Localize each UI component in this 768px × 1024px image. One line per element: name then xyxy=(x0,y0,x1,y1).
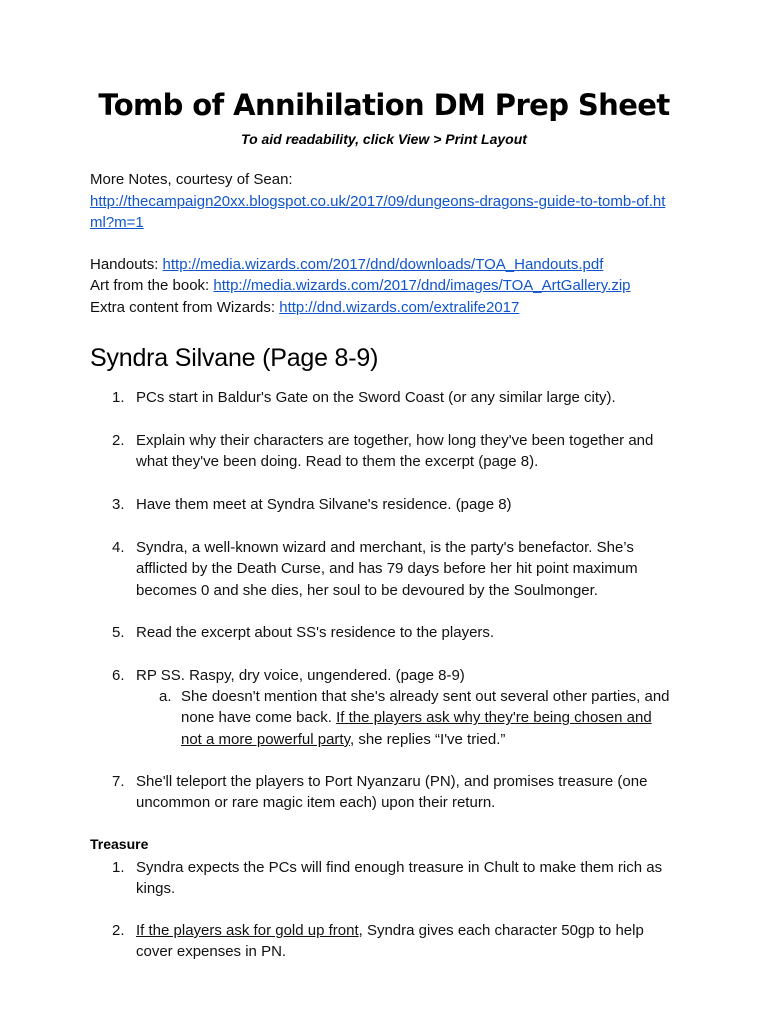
list-text: kings. xyxy=(136,880,176,898)
list-number: 3. xyxy=(112,496,125,513)
list-number: 1. xyxy=(112,859,125,876)
list-text: She'll teleport the players to Port Nyanzaru (PN), and promises treasure (one xyxy=(136,773,648,790)
list-number: 5. xyxy=(112,624,125,641)
sub-list-text: She doesn't mention that she's already sent out several other parties, and xyxy=(181,688,670,705)
underlined-text: If the players ask why they're being chosen and xyxy=(336,709,652,727)
list-text: RP SS. Raspy, dry voice, ungendered. (page 8-9) xyxy=(136,667,465,684)
notes-link-line2[interactable]: ml?m=1 xyxy=(90,214,144,231)
sub-list-letter: a. xyxy=(159,688,172,705)
notes-link-cont[interactable] xyxy=(90,212,144,233)
list-text: Explain why their characters are together, how long they've been together and xyxy=(136,432,654,449)
sub-list-text-line3: not a more powerful party, she replies “I've tried.” xyxy=(181,730,506,748)
extra-content-link[interactable]: http://dnd.wizards.com/extralife2017 xyxy=(279,299,520,316)
list-text: Syndra, a well-known wizard and merchant, is the party's benefactor. She’s xyxy=(136,539,634,556)
document-title: Tomb of Annihilation DM Prep Sheet xyxy=(98,88,670,122)
handouts-link[interactable]: http://media.wizards.com/2017/dnd/downloads/TOA_Handouts.pdf xyxy=(162,256,604,273)
notes-label: More Notes, courtesy of Sean: xyxy=(90,171,293,188)
list-number: 7. xyxy=(112,773,125,790)
list-text: Read the excerpt about SS's residence to the players. xyxy=(136,624,495,641)
art-gallery-link[interactable]: http://media.wizards.com/2017/dnd/images/TOA_ArtGallery.zip xyxy=(213,277,631,294)
underlined-text: not a more powerful party xyxy=(181,730,350,748)
list-number: 4. xyxy=(112,539,125,556)
resource-label: Art from the book: xyxy=(90,277,214,294)
list-number: 2. xyxy=(112,432,125,449)
list-text: uncommon or rare magic item each) upon their return. xyxy=(136,794,496,812)
resource-label: Extra content from Wizards: xyxy=(90,299,280,316)
resource-art xyxy=(90,275,631,296)
notes-link[interactable] xyxy=(90,191,665,212)
list-text: cover expenses in PN. xyxy=(136,943,287,961)
section-heading: Syndra Silvane (Page 8-9) xyxy=(90,344,379,372)
treasure-heading: Treasure xyxy=(90,836,149,852)
list-text: PCs start in Baldur's Gate on the Sword Coast (or any similar large city). xyxy=(136,389,616,406)
resource-handouts xyxy=(90,254,603,275)
sub-list-text-line2: none have come back. If the players ask why they're being chosen and xyxy=(181,709,652,727)
resource-extra xyxy=(90,297,519,318)
list-number: 1. xyxy=(112,389,125,406)
list-text: Syndra expects the PCs will find enough treasure in Chult to make them rich as xyxy=(136,859,663,876)
underlined-text: If the players ask for gold up front xyxy=(136,922,359,939)
list-text: afflicted by the Death Curse, and has 79 days before her hit point maximum xyxy=(136,560,638,578)
notes-link-line1[interactable]: http://thecampaign20xx.blogspot.co.uk/2017/09/dungeons-dragons-guide-to-tomb-of.ht xyxy=(90,193,666,210)
list-text: becomes 0 and she dies, her soul to be devoured by the Soulmonger. xyxy=(136,581,598,599)
list-text: Have them meet at Syndra Silvane's residence. (page 8) xyxy=(136,496,512,513)
list-text: what they've been doing. Read to them the excerpt (page 8). xyxy=(136,453,539,471)
list-text-line1: If the players ask for gold up front, Syndra gives each character 50gp to help xyxy=(136,922,644,939)
resource-label: Handouts: xyxy=(90,256,163,273)
list-number: 6. xyxy=(112,667,125,684)
list-number: 2. xyxy=(112,922,125,939)
document-subtitle: To aid readability, click View > Print Layout xyxy=(241,131,527,147)
